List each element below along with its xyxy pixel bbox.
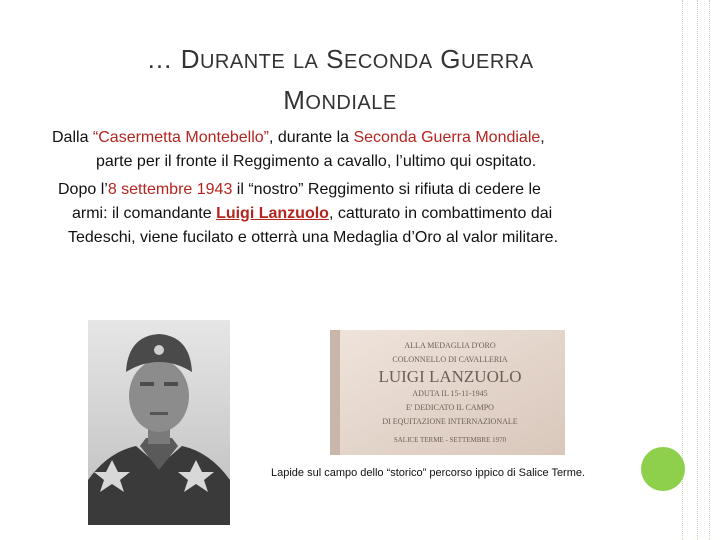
plaque-line: ADUTA IL 15-11-1945 xyxy=(412,389,488,398)
slide-body xyxy=(52,126,632,250)
plaque-line: E' DEDICATO IL CAMPO xyxy=(406,403,494,412)
plaque-line: COLONNELLO DI CAVALLERIA xyxy=(392,355,508,364)
plaque-line: SALICE TERME - SETTEMBRE 1970 xyxy=(393,436,507,444)
portrait-photo xyxy=(88,320,230,525)
slide-title: … DURANTE LA SECONDA GUERRA MONDIALE xyxy=(146,44,534,115)
plaque-line: LUIGI LANZUOLO xyxy=(378,367,522,386)
plaque-line: DI EQUITAZIONE INTERNAZIONALE xyxy=(382,417,518,426)
decorative-circle-icon xyxy=(641,447,685,491)
photo-caption: Lapide sul campo dello “storico” percorso ippico di Salice Terme. xyxy=(271,467,586,479)
plaque-photo xyxy=(330,330,565,455)
plaque-line: ALLA MEDAGLIA D'ORO xyxy=(404,341,496,350)
decorative-border-line xyxy=(709,0,710,540)
paragraph-1: Dalla “Casermetta Montebello”, durante la Seconda Guerra Mondiale, parte per il fronte il Reggimento a cavallo, l’ultimo qui ospitato. xyxy=(52,129,545,170)
paragraph-2: Dopo l’8 settembre 1943 il “nostro” Reggimento si rifiuta di cedere le armi: il comandante Luigi Lanzuolo, catturato in combattimento dai Tedeschi, viene fucilato e otterrà una Medaglia d’Oro al valor militare. xyxy=(58,181,559,246)
decorative-border xyxy=(682,0,698,540)
